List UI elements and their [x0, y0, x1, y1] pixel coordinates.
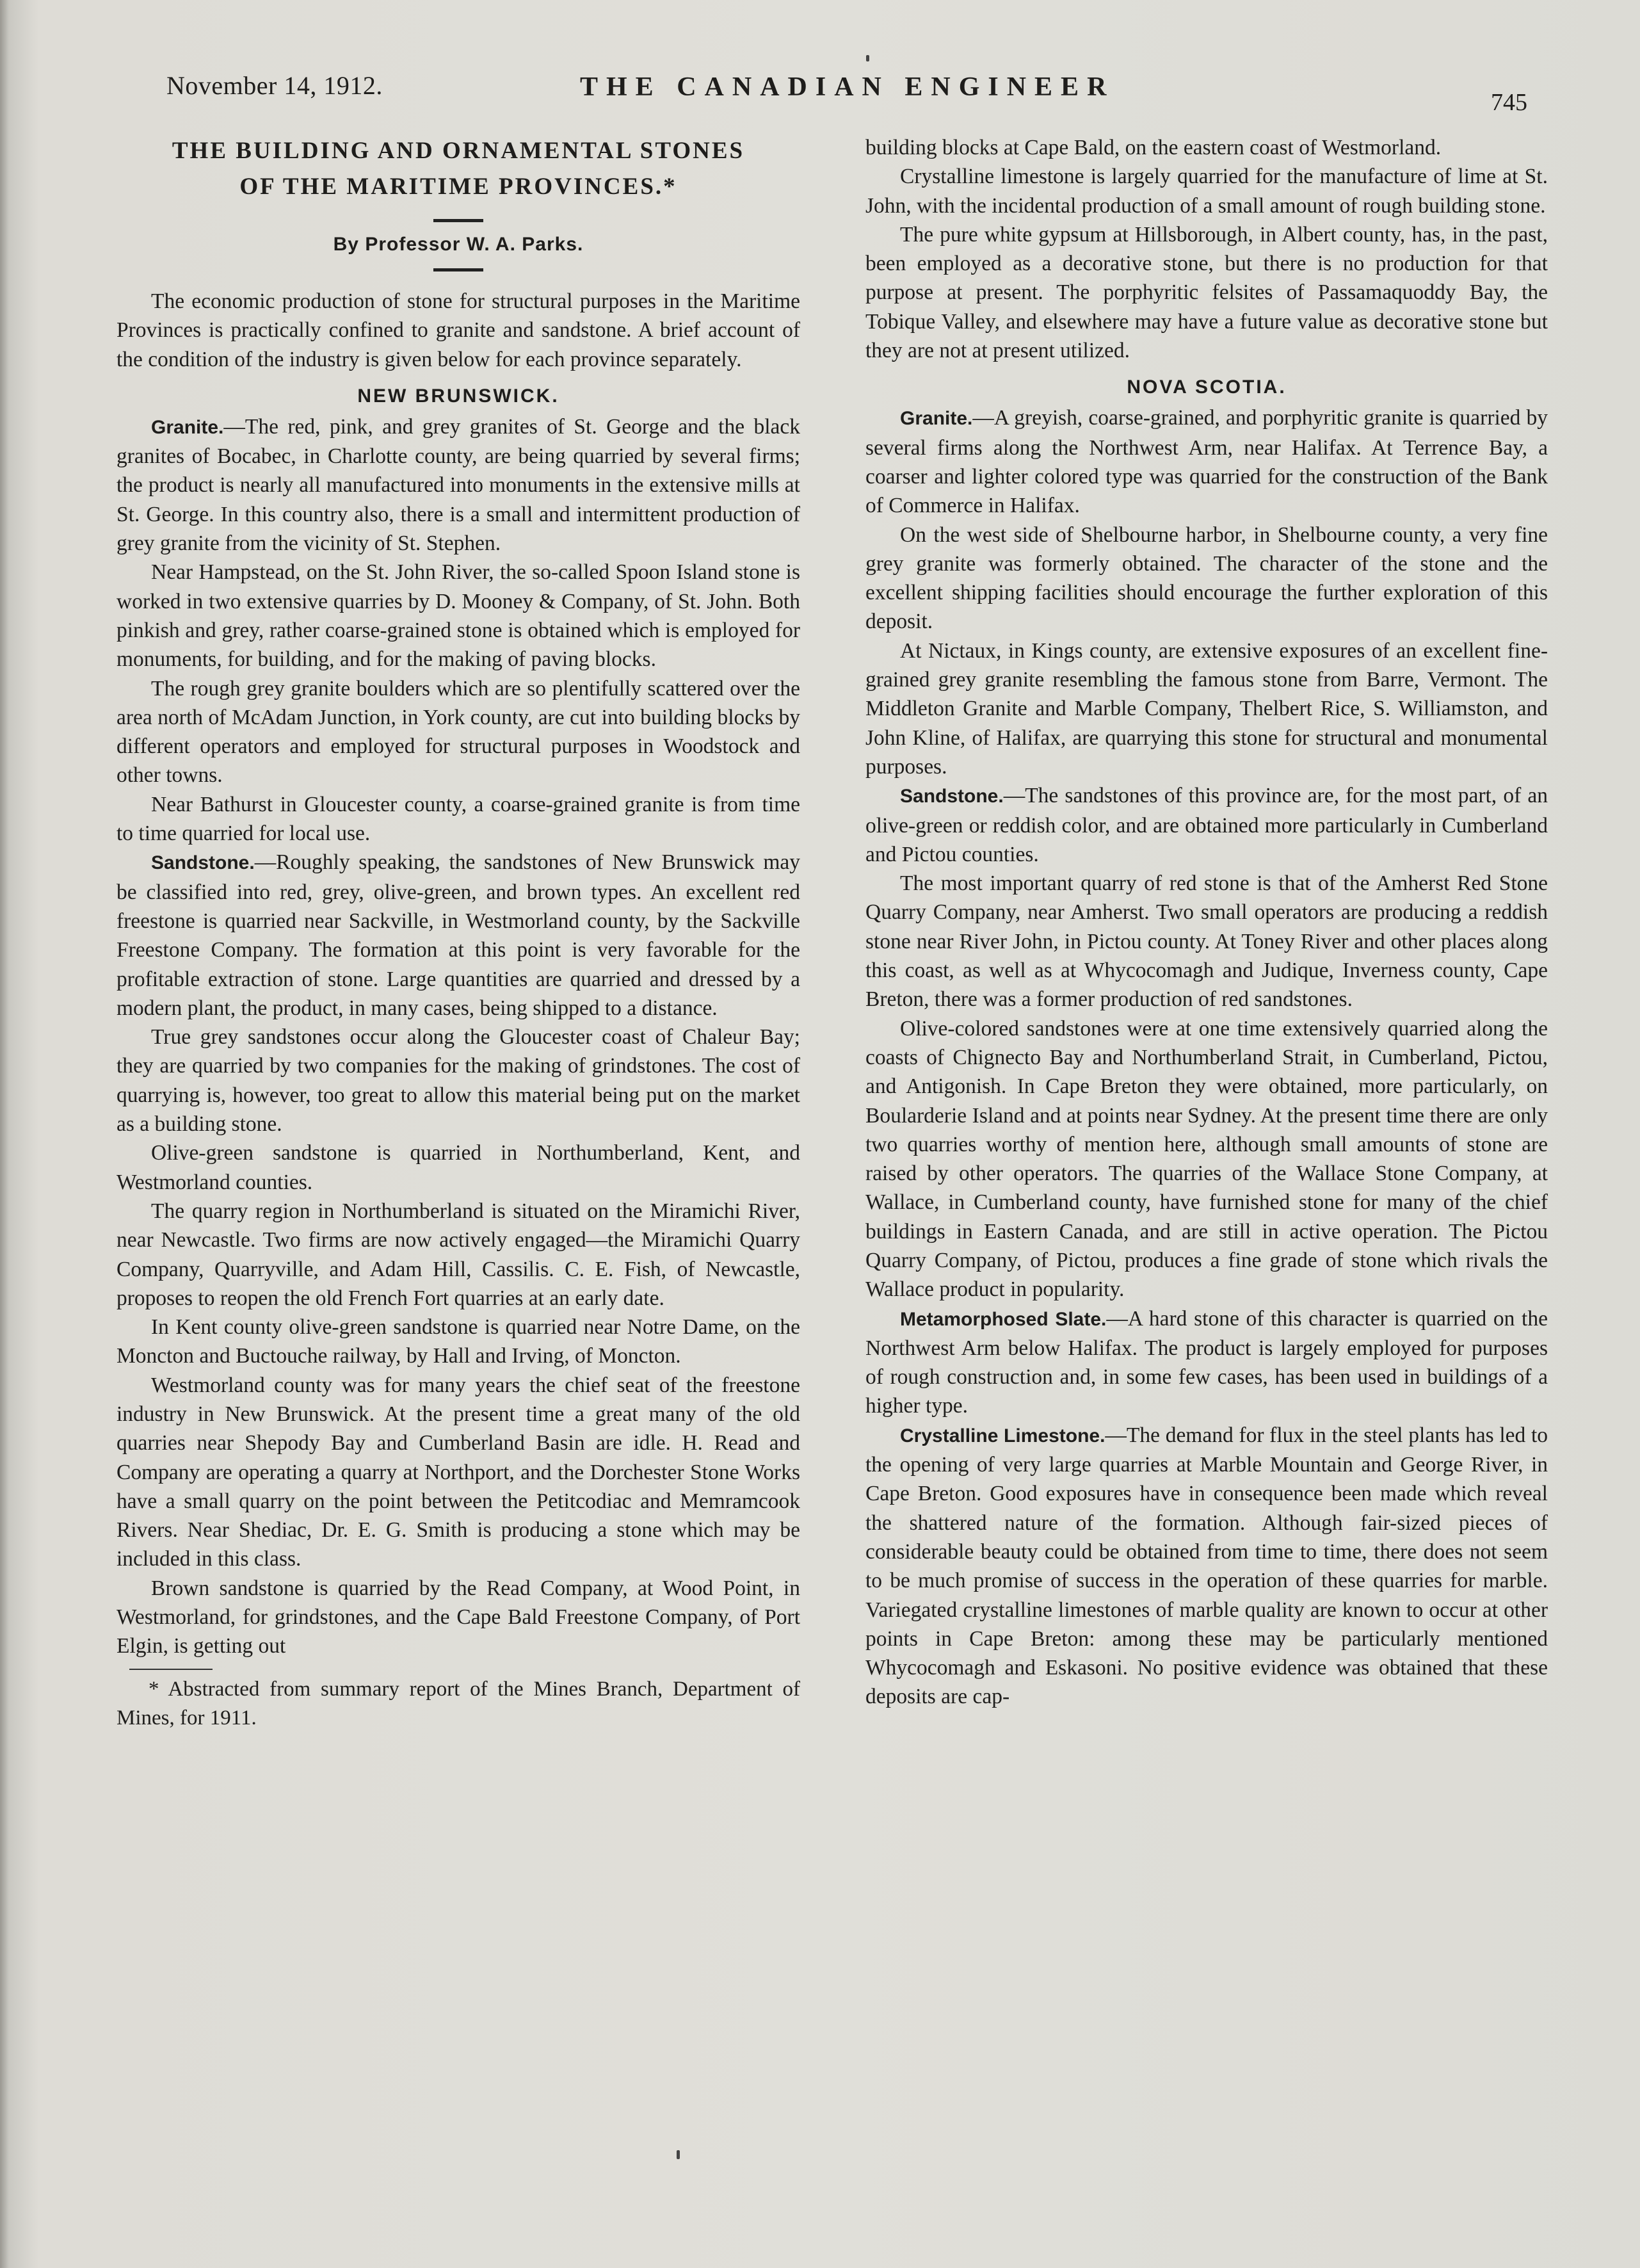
- nb-sandstone-text: —Roughly speaking, the sandstones of New Brunswick may be classified into red, grey, olive-green, and brown types. An excellent red freestone is quarried near Sackville, in Westmorland county, by the Sackville Freestone Company. The formation at this point is very favorable for the profitable extraction of stone. Large quantities are quarried and dressed by a modern plant, the product, in many cases, being shipped to a distance.: [117, 850, 800, 1020]
- title-rule: [433, 219, 483, 222]
- nb-granite-label: Granite.: [151, 416, 224, 438]
- nb-sandstone-paragraph-3: Olive-green sandstone is quarried in Northumberland, Kent, and Westmorland counties.: [117, 1141, 800, 1194]
- page-number: 745: [1491, 89, 1527, 116]
- ns-limestone-label: Crystalline Limestone.: [900, 1425, 1105, 1446]
- ns-limestone-paragraph: [865, 1421, 1548, 1712]
- article-title-line-2: OF THE MARITIME PROVINCES.*: [239, 174, 677, 200]
- ns-granite-paragraph: [865, 403, 1548, 520]
- ns-granite-paragraph-2: On the west side of Shelbourne harbor, in Shelbourne county, a very fine grey granite was formerly obtained. The character of the stone and the excellent shipping facilities should encourage the further exploration of this deposit.: [865, 522, 1548, 634]
- nb-sandstone-paragraph-4: The quarry region in Northumberland is situated on the Miramichi River, near Newcastle. Two firms are now actively engaged—the Miramichi Quarry Company, Quarryville, and Adam Hill, Cassilis. C. E. Fish, of Newcastle, proposes to reopen the old French Fort quarries at an early date.: [117, 1199, 800, 1310]
- article-title-line-1: THE BUILDING AND ORNAMENTAL STONES: [172, 138, 745, 164]
- section-heading-nova-scotia: NOVA SCOTIA.: [1127, 377, 1287, 398]
- nb-sandstone-paragraph-2: True grey sandstones occur along the Gloucester coast of Chaleur Bay; they are quarried by two companies for the making of grindstones. The cost of quarrying is, however, too great to allow this material being put on the market as a building stone.: [117, 1025, 800, 1137]
- print-speck: [677, 2150, 680, 2159]
- byline: By Professor W. A. Parks.: [333, 234, 584, 255]
- ns-sandstone-text: —The sandstones of this province are, for the most part, of an olive-green or reddish color, and are obtained more particularly in Cumberland and Pictou counties.: [865, 784, 1548, 866]
- ns-granite-text: —A greyish, coarse-grained, and porphyritic granite is quarried by several firms along the Northwest Arm, near Halifax. At Terrence Bay, a coarser and lighter colored type was quarried for the construction of the Bank of Commerce in Halifax.: [865, 406, 1548, 518]
- ns-slate-paragraph: [865, 1304, 1548, 1421]
- journal-title: THE CANADIAN ENGINEER: [580, 72, 1115, 102]
- footnote-rule: [129, 1669, 213, 1670]
- running-head: [165, 70, 1559, 115]
- section-heading-new-brunswick: NEW BRUNSWICK.: [357, 385, 559, 407]
- ns-granite-paragraph-3: At Nictaux, in Kings county, are extensive exposures of an excellent fine-grained grey granite resembling the famous stone from Barre, Vermont. The Middleton Granite and Marble Company, Thelbert Rice, S. Williamston, and John Kline, of Halifax, are quarrying this stone for structural and monumental purposes.: [865, 638, 1548, 779]
- nb-granite-paragraph-2: Near Hampstead, on the St. John River, the so-called Spoon Island stone is worked in two extensive quarries by D. Mooney & Company, of St. John. Both pinkish and grey, rather coarse-grained stone is obtained which is employed for monuments, for building, and for the making of paving blocks.: [117, 560, 800, 672]
- nb-sandstone-label: Sandstone.: [151, 852, 255, 874]
- print-speck: [866, 55, 869, 61]
- article-title: [117, 133, 800, 205]
- nb-sandstone-paragraph-7: Brown sandstone is quarried by the Read Company, at Wood Point, in Westmorland, for grindstones, and the Cape Bald Freestone Company, of Port Elgin, is getting out: [117, 1576, 800, 1658]
- ns-limestone-text: —The demand for flux in the steel plants has led to the opening of very large quarries at Marble Mountain and George River, in Cape Breton. Good exposures have in consequence been made which reveal the shattered nature of the formation. Although fair-sized pieces of considerable beauty could be obtained from time to time, there does not seem to be much promise of success in the operation of these quarries for marble. Variegated crystalline limestones of marble quality are known to occur at other points in Cape Breton: among these may be particularly mentioned Whycocomagh and Eskasoni. No positive evidence was obtained that these deposits are cap-: [865, 1423, 1548, 1709]
- right-column: [865, 133, 1548, 1712]
- nb-granite-paragraph: [117, 412, 800, 558]
- nb-sandstone-paragraph: [117, 848, 800, 1023]
- issue-date: November 14, 1912.: [166, 71, 383, 100]
- footnote: * Abstracted from summary report of the Mines Branch, Department of Mines, for 1911.: [117, 1677, 800, 1729]
- byline-rule: [433, 268, 483, 271]
- nb-granite-paragraph-3: The rough grey granite boulders which are so plentifully scattered over the area north of McAdam Junction, in York county, are cut into building blocks by different operators and employed for structural purposes in Woodstock and other towns.: [117, 676, 800, 788]
- nb-sandstone-paragraph-5: In Kent county olive-green sandstone is quarried near Notre Dame, on the Moncton and Buctouche railway, by Hall and Irving, of Moncton.: [117, 1315, 800, 1368]
- ns-sandstone-paragraph-3: Olive-colored sandstones were at one time extensively quarried along the coasts of Chignecto Bay and Northumberland Strait, in Cumberland, Pictou, and Antigonish. In Cape Breton they were obtained, more particularly, on Boularderie Island and at points near Sydney. At the present time there are only two quarries worthy of mention here, although small amounts of stone are raised by other operators. The quarries of the Wallace Stone Company, at Wallace, in Cumberland county, have furnished stone for many of the chief buildings in Eastern Canada, and are still in active operation. The Pictou Quarry Company, of Pictou, produces a fine grade of stone which rivals the Wallace product in popularity.: [865, 1016, 1548, 1302]
- ns-sandstone-paragraph: [865, 781, 1548, 869]
- nb-gypsum-paragraph: The pure white gypsum at Hillsborough, in Albert county, has, in the past, been employed as a decorative stone, but there is no production for that purpose at present. The porphyritic felsites of Passamaquoddy Bay, the Tobique Valley, and elsewhere may have a future value as decorative stone but they are not at present utilized.: [865, 222, 1548, 363]
- ns-sandstone-paragraph-2: The most important quarry of red stone is that of the Amherst Red Stone Quarry Company, near Amherst. Two small operators are producing a reddish stone near River John, in Pictou county. At Toney River and other places along this coast, as well as at Whycocomagh and Judique, Inverness county, Cape Breton, there was a former production of red sandstones.: [865, 871, 1548, 1012]
- nb-sandstone-paragraph-6: Westmorland county was for many years the chief seat of the freestone industry in New Brunswick. At the present time a great many of the old quarries near Shepody Bay and Cumberland Basin are idle. H. Read and Company are operating a quarry at Northport, and the Dorchester Stone Works have a small quarry on the point between the Petitcodiac and Memramcook Rivers. Near Shediac, Dr. E. G. Smith is producing a stone which may be included in this class.: [117, 1373, 800, 1571]
- nb-limestone-paragraph: Crystalline limestone is largely quarried for the manufacture of lime at St. John, with the incidental production of a small amount of rough building stone.: [865, 165, 1548, 218]
- ns-slate-text: —A hard stone of this character is quarried on the Northwest Arm below Halifax. The product is largely employed for purposes of rough construction and, in some few cases, has been used in buildings of a higher type.: [865, 1306, 1548, 1418]
- ns-sandstone-label: Sandstone.: [900, 786, 1004, 807]
- nb-granite-text: —The red, pink, and grey granites of St. George and the black granites of Bocabec, in Charlotte county, are being quarried by several firms; the product is nearly all manufactured into monuments in the extensive mills at St. George. In this country also, there is a small and intermittent production of grey granite from the vicinity of St. Stephen.: [117, 414, 800, 556]
- intro-paragraph: The economic production of stone for structural purposes in the Maritime Provinces is practically confined to granite and sandstone. A brief account of the condition of the industry is given below for each province separately.: [117, 289, 800, 371]
- left-column: [117, 133, 800, 1733]
- nb-continued-paragraph: building blocks at Cape Bald, on the eastern coast of Westmorland.: [865, 136, 1442, 159]
- ns-granite-label: Granite.: [900, 408, 973, 430]
- ns-slate-label: Metamorphosed Slate.: [900, 1308, 1107, 1330]
- nb-granite-paragraph-4: Near Bathurst in Gloucester county, a coarse-grained granite is from time to time quarried for local use.: [117, 792, 800, 846]
